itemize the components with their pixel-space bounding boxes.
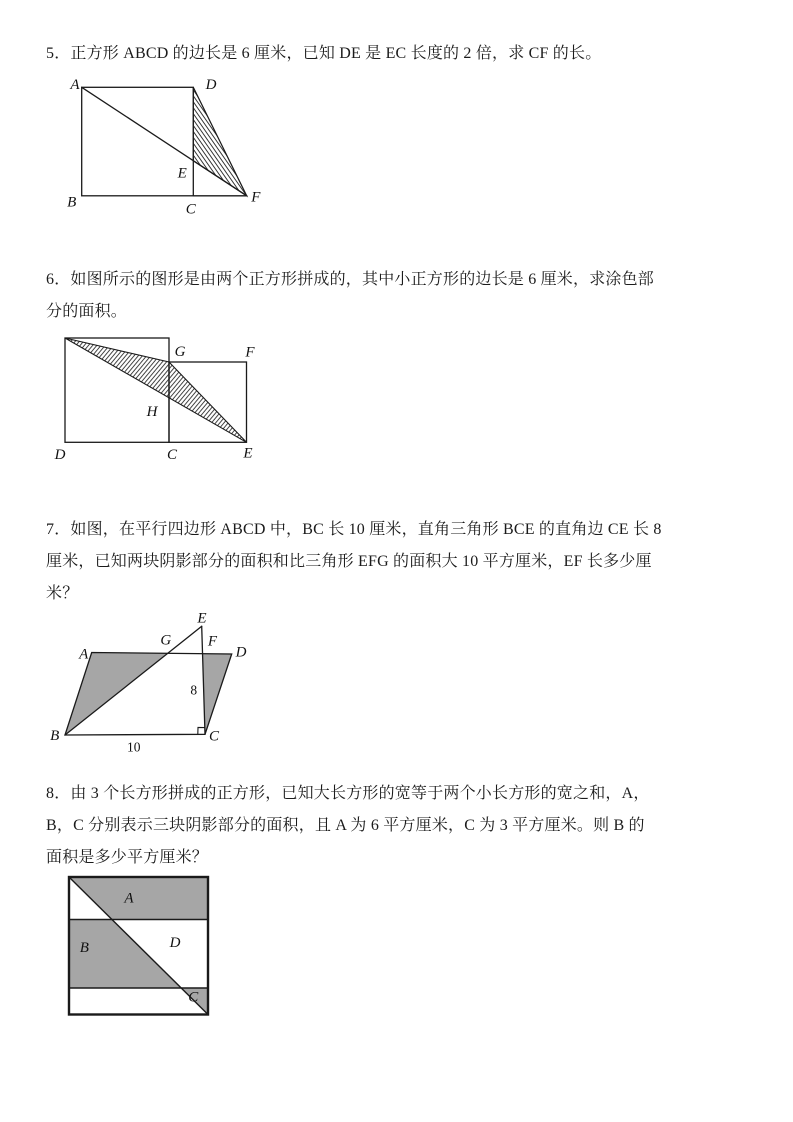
problem-5-text [46, 38, 760, 70]
figure-problem-6 [50, 330, 270, 470]
line-af [82, 87, 247, 196]
figure-problem-5 [55, 72, 275, 222]
label-b: B [79, 940, 89, 956]
problem-6-text [46, 264, 760, 328]
label-h: H [146, 404, 158, 420]
square-abcd [82, 87, 194, 196]
figure-problem-8 [62, 872, 217, 1022]
label-b: B [67, 194, 77, 211]
problem-8-line-1: 8．由 3 个长方形拼成的正方形，已知大长方形的宽等于两个小长方形的宽之和，A， [46, 785, 650, 802]
label-a: A [124, 890, 134, 907]
problem-8-line-2: B，C 分别表示三块阴影部分的面积，且 A 为 6 平方厘米，C 为 3 平方厘米。则 B 的 [46, 817, 645, 834]
dim-bc-10: 10 [126, 739, 141, 755]
dim-ce-8: 8 [190, 682, 198, 698]
label-a: A [70, 77, 80, 93]
problem-5-line-1: 5．正方形 ABCD 的边长是 6 厘米，已知 DE 是 EC 长度的 2 倍，求 CF 的长。 [46, 45, 602, 62]
hatched-triangle [65, 338, 247, 442]
label-g: G [174, 344, 186, 360]
right-angle-marker [198, 727, 205, 734]
hatched-triangle-def [193, 87, 246, 196]
problem-7-line-3: 米？ [46, 585, 79, 602]
label-d: D [54, 447, 66, 463]
label-e: E [197, 610, 207, 627]
problem-8-text [46, 778, 760, 874]
label-c: C [185, 201, 196, 218]
problem-7-text [46, 514, 760, 610]
label-d: D [205, 77, 217, 93]
label-d: D [169, 935, 181, 951]
label-d: D [235, 644, 247, 661]
label-f: F [245, 344, 255, 361]
figure-problem-7 [45, 608, 277, 763]
problem-6-line-1: 6．如图所示的图形是由两个正方形拼成的，其中小正方形的边长是 6 厘米，求涂色部 [46, 271, 655, 288]
problem-7-line-1: 7．如图，在平行四边形 ABCD 中，BC 长 10 厘米，直角三角形 BCE 的直角边 CE 长 8 [46, 521, 662, 538]
label-f: F [207, 633, 218, 650]
label-b: B [50, 728, 60, 744]
label-f: F [251, 189, 261, 206]
label-c: C [166, 447, 178, 463]
label-c: C [208, 728, 220, 745]
problem-6-line-2: 分的面积。 [46, 303, 128, 320]
label-g: G [160, 632, 172, 649]
label-c: C [188, 989, 199, 1006]
problem-8-line-3: 面积是多少平方厘米？ [46, 849, 209, 866]
problem-7-line-2: 厘米，已知两块阴影部分的面积和比三角形 EFG 的面积大 10 平方厘米，EF 长多少厘 [46, 553, 652, 570]
label-a: A [79, 646, 89, 663]
label-e: E [243, 445, 253, 462]
label-e: E [177, 165, 187, 182]
